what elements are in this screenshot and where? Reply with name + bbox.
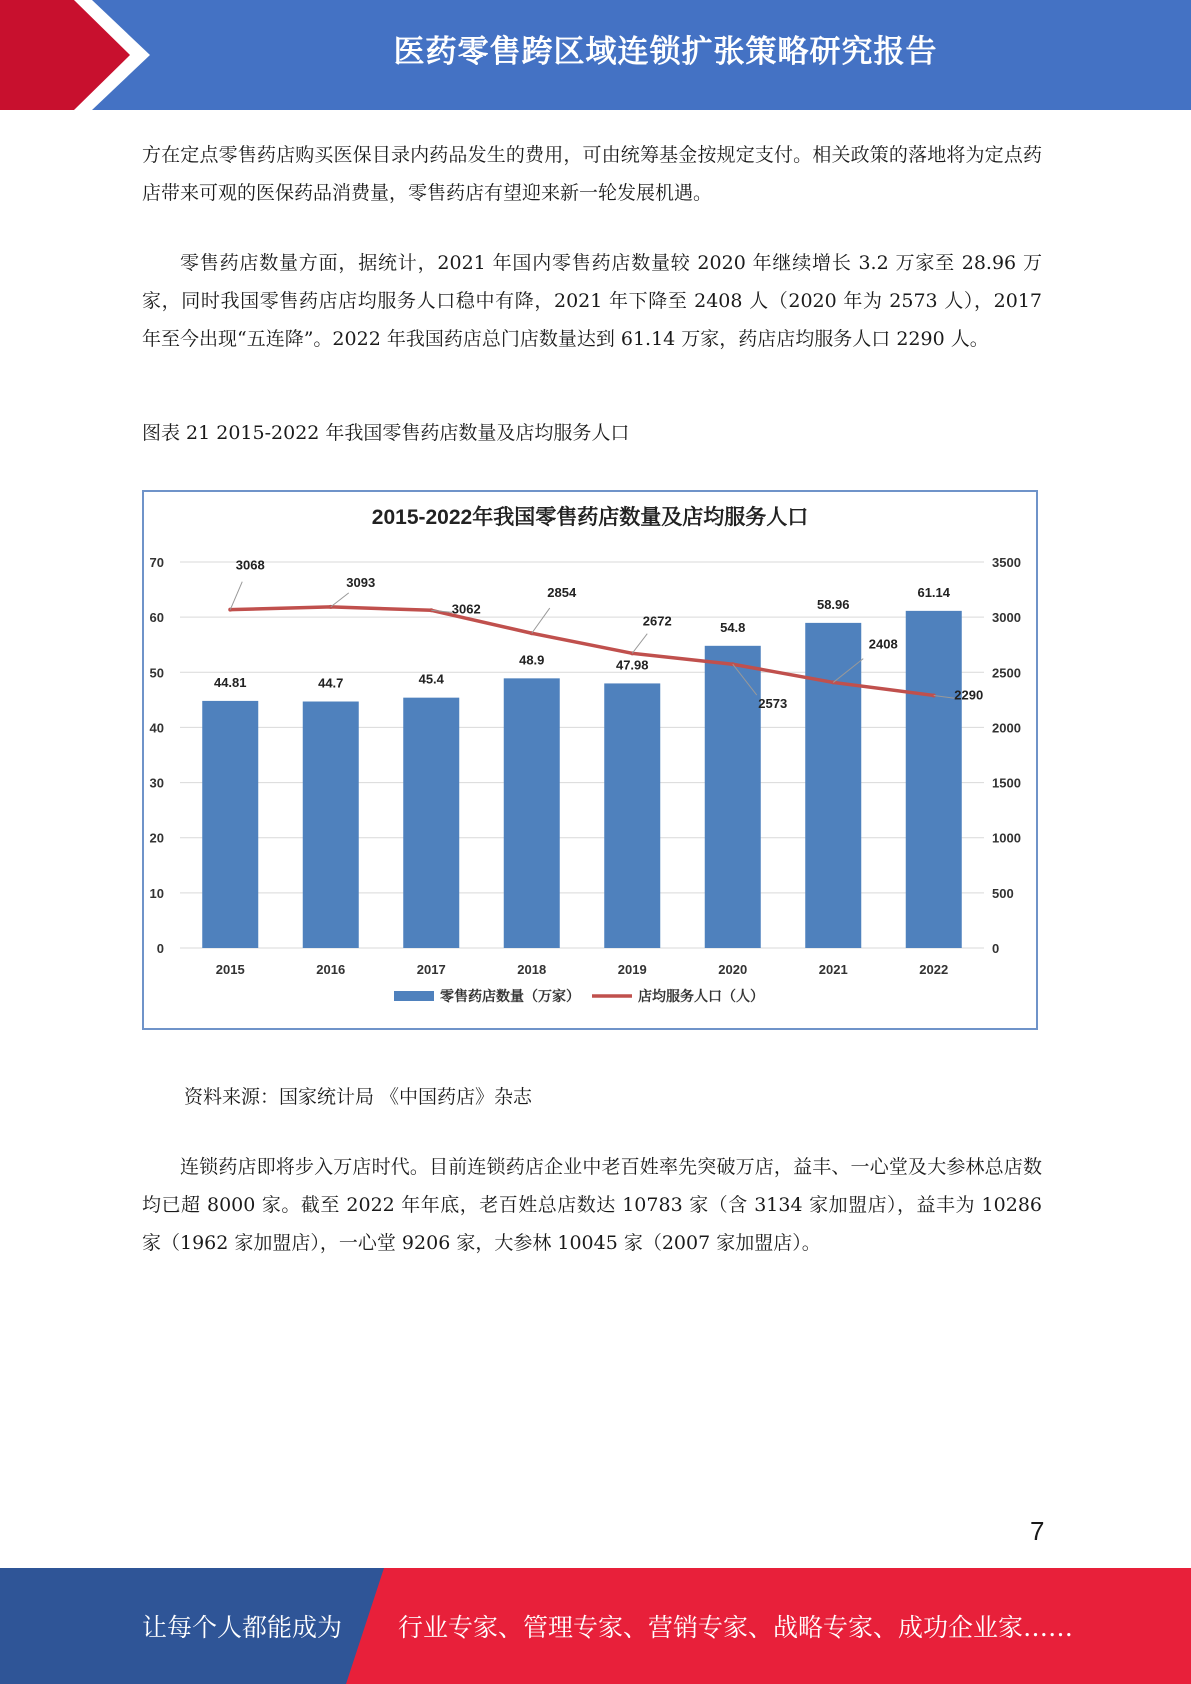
line-label-leader [532,608,550,633]
y-right-tick-label: 0 [992,941,1000,956]
bar-data-label: 48.9 [519,652,545,668]
footer-slogan-left: 让每个人都能成为 [142,1613,343,1642]
line-data-label: 3062 [451,601,481,617]
chart-title: 2015-2022年我国零售药店数量及店均服务人口 [371,506,809,529]
bar [202,701,258,948]
legend-label-bars: 零售药店数量（万家） [440,988,580,1004]
footer-slogan-right: 行业专家、管理专家、营销专家、战略专家、成功企业家…… [398,1613,1074,1642]
paragraph-3: 连锁药店即将步入万店时代。目前连锁药店企业中老百姓率先突破万店，益丰、一心堂及大参林总店数均已超 8000 家。截至 2022 年年底，老百姓总店数达 10783 家（含 3134 家加盟店），益丰为 10286 家（1962 家加盟店），一心堂 9206 家，大参林 10045 家（2007 家加盟店）。 [142,1156,1042,1254]
bar [403,698,459,948]
y-right-tick-label: 500 [992,885,1014,901]
bar-data-label: 61.14 [917,584,951,600]
y-left-tick-label: 20 [149,830,164,846]
line-data-label: 3068 [235,557,265,573]
bar-data-label: 47.98 [615,657,649,673]
y-left-tick-label: 30 [149,775,164,791]
bar-data-label: 45.4 [418,671,444,687]
y-left-tick-label: 50 [149,665,164,681]
x-tick-label: 2019 [617,962,647,977]
line-data-label: 2672 [642,613,672,629]
y-left-tick-label: 40 [149,720,164,736]
bar [303,702,359,948]
line-label-leader [230,582,242,610]
y-right-tick-label: 3500 [992,555,1021,570]
x-tick-label: 2018 [517,962,547,977]
line-point [228,608,232,612]
line-data-label: 3093 [346,574,376,590]
bar-data-label: 54.8 [720,619,746,635]
bar [705,646,761,948]
y-right-tick-label: 1500 [992,775,1021,791]
x-tick-label: 2016 [316,962,346,977]
line-data-label: 2290 [954,687,984,703]
legend-label-line: 店均服务人口（人） [638,988,764,1004]
bar [805,623,861,948]
bar-data-label: 44.81 [213,674,247,690]
y-right-tick-label: 2000 [992,720,1021,736]
x-tick-label: 2015 [215,962,245,977]
line-label-leader [632,634,647,654]
line-data-label: 2408 [868,636,898,652]
bar-data-label: 44.7 [318,675,344,691]
paragraph-2: 零售药店数量方面，据统计，2021 年国内零售药店数量较 2020 年继续增长 3.2 万家至 28.96 万家，同时我国零售药店店均服务人口稳中有降，2021 年下降至 2408 人（2020 年为 2573 人），2017 年至今出现“五连降”。2022 年我国药店总门店数量达到 61.14 万家，药店店均服务人口 2290 人。 [142,252,1042,350]
combo-chart [144,492,1036,1028]
chart-frame [142,490,1038,1030]
y-right-tick-label: 3000 [992,610,1021,626]
y-right-tick-label: 2500 [992,665,1021,681]
x-tick-label: 2022 [919,962,949,977]
line-data-label: 2573 [758,696,788,712]
y-left-tick-label: 70 [149,555,164,570]
y-left-tick-label: 60 [149,610,164,626]
header-chevron [0,0,160,110]
paragraph-1: 方在定点零售药店购买医保目录内药品发生的费用，可由统筹基金按规定支付。相关政策的落地将为定点药店带来可观的医保药品消费量，零售药店有望迎来新一轮发展机遇。 [142,144,1042,204]
bar-data-label: 58.96 [816,596,850,612]
line-label-leader [331,593,349,607]
figure-source: 资料来源：国家统计局 《中国药店》杂志 [184,1086,533,1108]
line-data-label: 2854 [547,585,577,601]
bar [906,611,962,948]
page-number: 7 [1030,1516,1045,1546]
x-tick-label: 2021 [818,962,848,977]
report-title: 医药零售跨区域连锁扩张策略研究报告 [393,34,938,70]
page-header [0,0,1191,110]
y-left-tick-label: 0 [156,941,164,956]
y-right-tick-label: 1000 [992,830,1021,846]
legend-swatch-bars [394,991,434,1001]
x-tick-label: 2017 [416,962,446,977]
figure-caption: 图表 21 2015-2022 年我国零售药店数量及店均服务人口 [142,422,630,444]
y-left-tick-label: 10 [149,885,164,901]
x-tick-label: 2020 [718,962,748,977]
bar [504,678,560,948]
page-footer [0,1568,1191,1684]
bar [604,683,660,948]
